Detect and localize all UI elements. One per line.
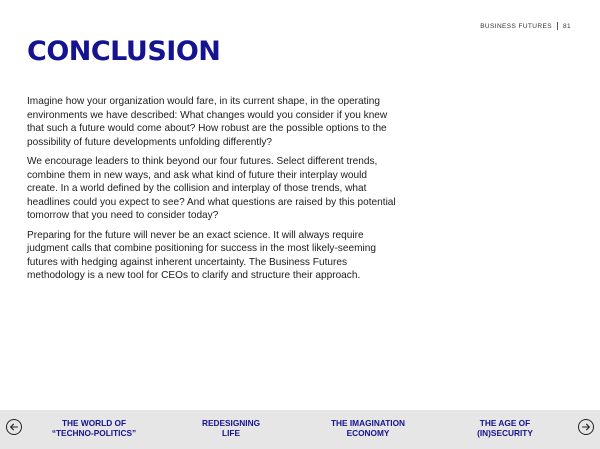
nav-age-of-insecurity-line1: THE AGE OF — [479, 418, 531, 428]
nav-age-of-insecurity[interactable] — [460, 418, 550, 438]
nav-techno-politics[interactable] — [46, 418, 142, 438]
paragraph-2: We encourage leaders to think beyond our four futures. Select different trends, combine them in new ways, and ask what kind of future their interplay would create. In a world defined by the collision and interplay of those trends, what headlines could you expect to see? And what questions are raised by this potential tomorrow that you need to consider today? — [27, 156, 396, 221]
header-divider — [557, 22, 558, 30]
nav-imagination-economy-line1: THE IMAGINATION — [330, 418, 406, 428]
footer-nav — [0, 410, 600, 449]
prev-page-button[interactable] — [6, 419, 22, 435]
next-page-button[interactable] — [578, 419, 594, 435]
paragraph-3: Preparing for the future will never be an exact science. It will always require judgment calls that combine positioning for success in the most likely-seeming futures with hedging against inherent uncertainty. The Business Futures methodology is a new tool for CEOs to clarify and structure their approach. — [27, 229, 376, 281]
nav-age-of-insecurity-line2: (IN)SECURITY — [477, 428, 533, 438]
arrow-right-circle-icon — [581, 422, 591, 432]
section-label: BUSINESS FUTURES — [480, 22, 552, 30]
nav-imagination-economy[interactable] — [318, 418, 418, 438]
paragraph-1: Imagine how your organization would fare, in its current shape, in the operating environments we have described: What changes would you consider if you knew that such a future would come about? How robust are the possible options to the possibility of future developments unfolding differently? — [27, 96, 388, 148]
body-text — [27, 95, 397, 289]
page-title: CONCLUSION — [27, 36, 221, 67]
nav-redesigning-life-line1: REDESIGNING — [201, 418, 261, 428]
nav-techno-politics-line1: THE WORLD OF — [61, 418, 127, 428]
nav-techno-politics-line2: “TECHNO-POLITICS” — [51, 428, 137, 438]
nav-redesigning-life[interactable] — [186, 418, 276, 438]
nav-imagination-economy-line2: ECONOMY — [346, 428, 390, 438]
arrow-left-circle-icon — [9, 422, 19, 432]
page-header — [480, 22, 571, 30]
page-number: 81 — [562, 22, 571, 30]
nav-redesigning-life-line2: LIFE — [222, 428, 240, 438]
